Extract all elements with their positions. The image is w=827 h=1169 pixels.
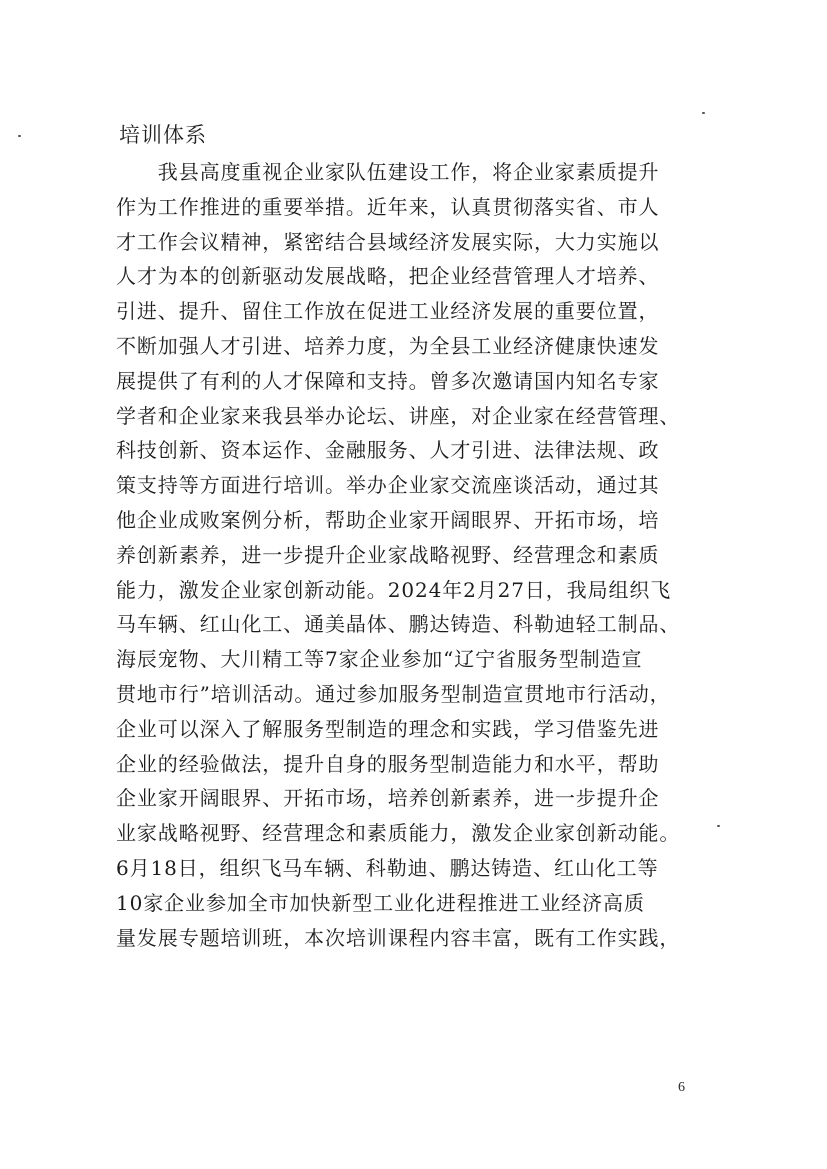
body-line: 才工作会议精神，紧密结合县域经济发展实际，大力实施以 [116,229,660,254]
section-heading: 培训体系 [119,123,207,147]
body-line: 引进、提升、留住工作放在促进工业经济发展的重要位置， [116,299,660,324]
body-line: 海辰宠物、大川精工等7家企业参加“辽宁省服务型制造宣 [116,647,643,672]
body-line: 他企业成败案例分析，帮助企业家开阔眼界、开拓市场，培 [116,507,660,532]
body-line: 作为工作推进的重要举措。近年来，认真贯彻落实省、市人 [116,194,660,219]
body-line: 养创新素养，进一步提升企业家战略视野、经营理念和素质 [116,542,660,567]
scan-speck [18,135,21,137]
scan-speck [717,825,720,827]
body-line: 能力，激发企业家创新动能。2024年2月27日，我局组织飞 [116,577,672,602]
body-line: 企业的经验做法，提升自身的服务型制造能力和水平，帮助 [116,751,660,776]
body-paragraph [116,155,716,955]
body-line: 企业可以深入了解服务型制造的理念和实践，学习借鉴先进 [116,716,660,741]
body-line: 6月18日，组织飞马车辆、科勒迪、鹏达铸造、红山化工等 [116,855,659,880]
body-line: 10家企业参加全市加快新型工业化进程推进工业经济高质 [116,890,645,915]
scan-speck [702,112,705,114]
body-line: 展提供了有利的人才保障和支持。曾多次邀请国内知名专家 [116,368,660,393]
body-line: 企业家开阔眼界、开拓市场，培养创新素养，进一步提升企 [116,786,660,811]
body-line: 科技创新、资本运作、金融服务、人才引进、法律法规、政 [116,438,660,463]
page-number: 6 [678,1080,685,1095]
body-line: 我县高度重视企业家队伍建设工作，将企业家素质提升 [116,160,660,184]
body-line: 业家战略视野、经营理念和素质能力，激发企业家创新动能。 [116,821,681,846]
body-line: 人才为本的创新驱动发展战略，把企业经营管理人才培养、 [116,264,660,289]
body-line: 贯地市行”培训活动。通过参加服务型制造宣贯地市行活动， [116,681,671,706]
body-line: 不断加强人才引进、培养力度，为全县工业经济健康快速发 [116,333,660,358]
body-line: 马车辆、红山化工、通美晶体、鹏达铸造、科勒迪轻工制品、 [116,612,681,637]
body-line: 学者和企业家来我县举办论坛、讲座，对企业家在经营管理、 [116,403,681,428]
body-line: 策支持等方面进行培训。举办企业家交流座谈活动，通过其 [116,473,660,498]
body-line: 量发展专题培训班，本次培训课程内容丰富，既有工作实践， [116,925,681,950]
